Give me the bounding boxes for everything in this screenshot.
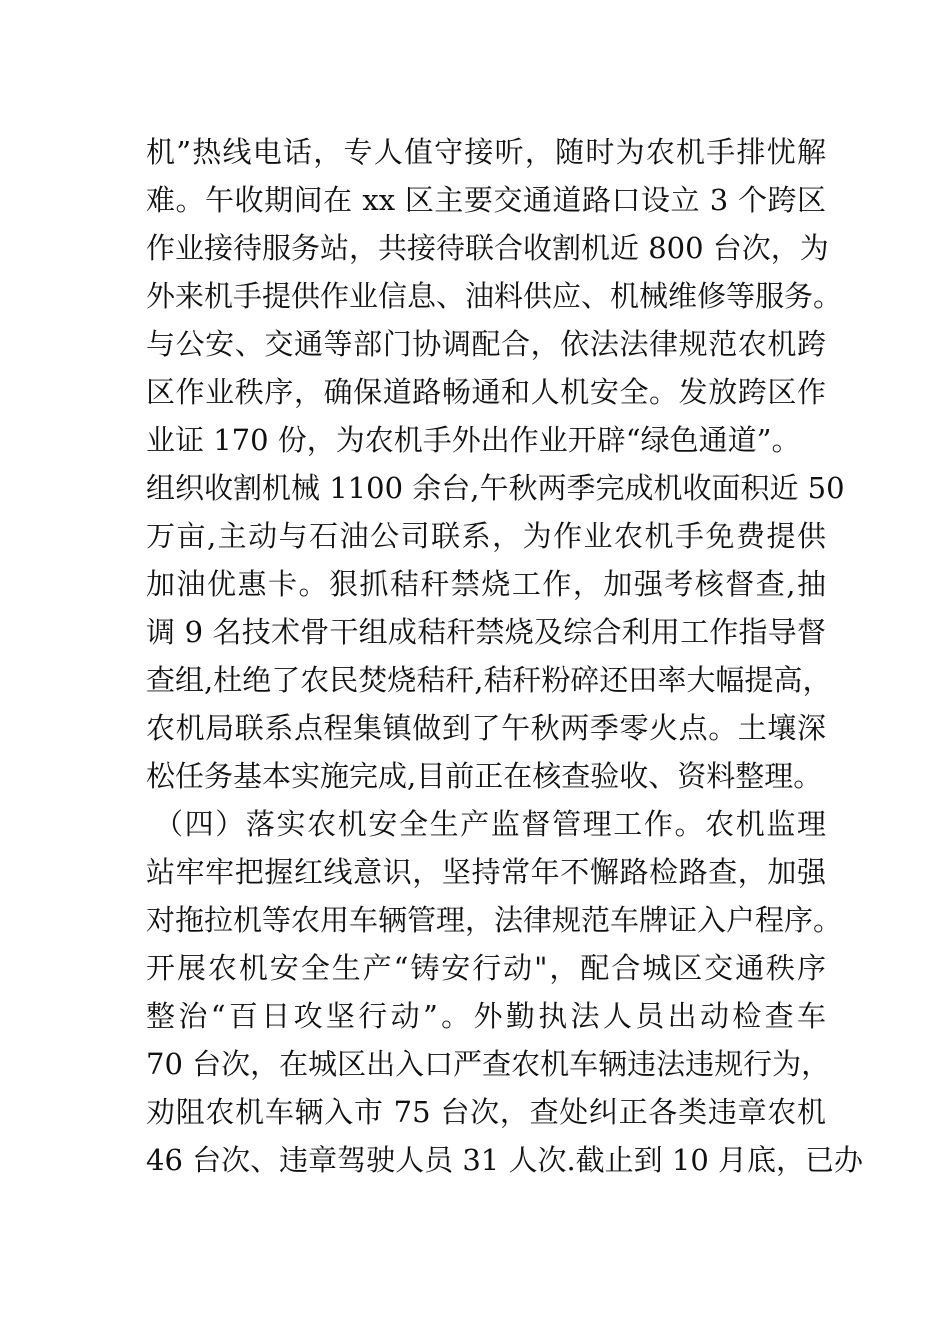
text-line: 对拖拉机等农用车辆管理，法律规范车牌证入户程序。 bbox=[146, 903, 843, 937]
section-heading-line: （四）落实农机安全生产监督管理工作。农机监理 bbox=[154, 807, 826, 841]
body-text bbox=[146, 128, 864, 1184]
text-line: 区作业秩序，确保道路畅通和人机安全。发放跨区作 bbox=[146, 375, 826, 409]
text-line: 加油优惠卡。狠抓秸秆禁烧工作，加强考核督查,抽 bbox=[146, 567, 826, 601]
text-line: 整治“百日攻坚行动”。外勤执法人员出动检查车 bbox=[146, 999, 826, 1033]
text-line: 与公安、交通等部门协调配合，依法法律规范农机跨 bbox=[146, 327, 826, 361]
text-line: 调 9 名技术骨干组成秸秆禁烧及综合利用工作指导督 bbox=[146, 615, 826, 649]
text-line: 难。午收期间在 xx 区主要交通道路口设立 3 个跨区 bbox=[146, 183, 826, 217]
text-line: 业证 170 份，为农机手外出作业开辟“绿色通道”。 bbox=[146, 423, 801, 457]
text-line: 松任务基本实施完成,目前正在核查验收、资料整理。 bbox=[146, 759, 823, 793]
text-line: 组织收割机械 1100 余台,午秋两季完成机收面积近 50 bbox=[146, 471, 845, 505]
text-line: 外来机手提供作业信息、油料供应、机械维修等服务。 bbox=[146, 279, 843, 313]
text-line: 站牢牢把握红线意识，坚持常年不懈路检路查，加强 bbox=[146, 855, 826, 889]
text-line: 开展农机安全生产“铸安行动"，配合城区交通秩序 bbox=[146, 951, 826, 985]
text-line: 46 台次、违章驾驶人员 31 人次.截止到 10 月底，已办 bbox=[146, 1143, 864, 1177]
text-line: 机”热线电话，专人值守接听，随时为农机手排忧解 bbox=[146, 135, 826, 169]
text-line: 劝阻农机车辆入市 75 台次，查处纠正各类违章农机 bbox=[146, 1095, 826, 1129]
text-line: 查组,杜绝了农民焚烧秸秆,秸秆粉碎还田率大幅提高， bbox=[146, 663, 832, 697]
text-line: 农机局联系点程集镇做到了午秋两季零火点。土壤深 bbox=[146, 711, 826, 745]
text-line: 万亩,主动与石油公司联系，为作业农机手免费提供 bbox=[146, 519, 826, 553]
text-line: 作业接待服务站，共接待联合收割机近 800 台次，为 bbox=[146, 231, 829, 265]
text-line: 70 台次，在城区出入口严查农机车辆违法违规行为， bbox=[146, 1047, 831, 1081]
